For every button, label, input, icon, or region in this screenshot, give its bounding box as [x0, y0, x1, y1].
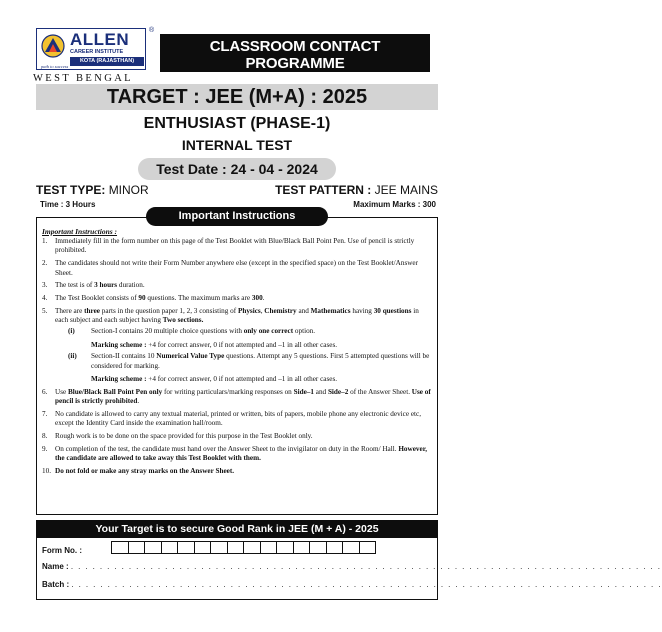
test-date: Test Date : 24 - 04 - 2024 — [138, 158, 336, 180]
form-number-cell[interactable] — [243, 541, 261, 554]
logo-city: KOTA (RAJASTHAN) — [70, 57, 144, 66]
programme-title: CLASSROOM CONTACT PROGRAMME — [209, 38, 381, 72]
course-title: ENTHUSIAST (PHASE-1) — [143, 115, 331, 132]
name-field[interactable] — [42, 562, 662, 571]
logo-tagline: path to success — [41, 64, 69, 69]
form-number-cell[interactable] — [177, 541, 195, 554]
goal-banner: Your Target is to secure Good Rank in JEE (M + A) - 2025 — [36, 520, 438, 538]
form-number-cell[interactable] — [342, 541, 360, 554]
region-label: WEST BENGAL — [33, 73, 133, 84]
target-title: TARGET : JEE (M+A) : 2025 — [36, 84, 438, 110]
marking-scheme: Marking scheme : +4 for correct answer, 0 if not attempted and –1 in all other cases. — [91, 340, 338, 349]
name-dots: . . . . . . . . . . . . . . . . . . . . . . . . . . . . . . . . . . . . . . . . . . . . . . . . . . . . . . . . . . . . . . . . . . . . . . . . . . . . . . . . . . — [70, 562, 662, 571]
marking-scheme: Marking scheme : +4 for correct answer, 0 if not attempted and –1 in all other cases. — [91, 375, 338, 384]
test-type — [36, 183, 149, 197]
form-number-cell[interactable] — [260, 541, 278, 554]
programme-banner — [160, 34, 430, 82]
form-number-cell[interactable] — [111, 541, 129, 554]
instruction-item: 7. No candidate is allowed to carry any textual material, printed or written, bits of papers, mobile phone any electronic device etc, except the Identity Card inside the examination hall/room. — [42, 409, 422, 428]
maximum-marks: Maximum Marks : 300 — [353, 200, 436, 209]
form-number-cell[interactable] — [128, 541, 146, 554]
logo-brand: ALLEN — [70, 30, 130, 49]
form-number-cell[interactable] — [161, 541, 179, 554]
section-item: (i) Section-I contains 20 multiple choice questions with only one correct option. — [68, 327, 316, 336]
test-pattern-value: JEE MAINS — [374, 183, 438, 197]
form-number-cell[interactable] — [276, 541, 294, 554]
form-number-cell[interactable] — [293, 541, 311, 554]
instruction-item: 8. Rough work is to be done on the space provided for this purpose in the Test Booklet only. — [42, 431, 313, 440]
form-number-label: Form No. : — [42, 546, 82, 555]
form-number-cell[interactable] — [144, 541, 162, 554]
allen-logo — [36, 28, 146, 70]
academic-session: (Academic Session : 2024 - 2025) — [239, 73, 351, 82]
instruction-item: 2. The candidates should not write their Form Number anywhere else (except in the specified space) on the Test Booklet/Answer Sheet. — [42, 259, 419, 277]
form-number-cell[interactable] — [194, 541, 212, 554]
instruction-item: 10. Do not fold or make any stray marks on the Answer Sheet. — [42, 466, 235, 475]
section-item: (ii) Section-II contains 10 Numerical Value Type questions. Attempt any 5 questions. First 5 attempted questions will be considered for marking. — [68, 352, 430, 370]
instruction-item: 5. There are three parts in the question paper 1, 2, 3 consisting of Physics, Chemistry and Mathematics having 30 questions in each subject and each subject having Two sections. (i) Section-I contains 20 multiple choice questions with only one correct option. Marking scheme : +4 for correct answer, 0 if not attempted and –1 in all other cases. (ii) Section-II contains 10 Numerical Value Type questions. Attempt any 5 questions. First 5 attempted questions will be considered for marking. Marking scheme : +4 for correct answer, 0 if not attempted and –1 in all other cases. — [42, 307, 432, 385]
test-kind: INTERNAL TEST — [181, 137, 293, 153]
form-number-field[interactable] — [111, 541, 375, 554]
instructions-intro: Important Instructions : — [42, 227, 118, 236]
test-type-value: MINOR — [108, 183, 149, 197]
instructions-heading: Important Instructions — [146, 207, 328, 226]
form-number-cell[interactable] — [359, 541, 377, 554]
instructions-list — [42, 237, 432, 480]
test-type-label: TEST TYPE: — [36, 183, 106, 197]
registered-mark: ® — [149, 27, 155, 34]
batch-field[interactable] — [42, 580, 662, 589]
instruction-item: 9. On completion of the test, the candidate must hand over the Answer Sheet to the invigilator on duty in the Room/ Hall. However, the candidate are allowed to take away this Test Booklet with them. — [42, 444, 428, 463]
name-label: Name : — [42, 562, 69, 571]
logo-institute: CAREER INSTITUTE — [70, 49, 124, 55]
test-duration: Time : 3 Hours — [40, 200, 96, 209]
instruction-item: 4. The Test Booklet consists of 90 questions. The maximum marks are 300. — [42, 293, 265, 302]
instruction-item: 3. The test is of 3 hours duration. — [42, 281, 145, 290]
test-pattern — [275, 183, 438, 197]
form-number-cell[interactable] — [326, 541, 344, 554]
test-pattern-label: TEST PATTERN : — [275, 183, 372, 197]
instruction-item: 6. Use Blue/Black Ball Point Pen only for writing particulars/marking responses on Side–1 and Side–2 of the Answer Sheet. Use of pencil is strictly prohibited. — [42, 387, 431, 406]
batch-label: Batch : — [42, 580, 70, 589]
batch-dots: . . . . . . . . . . . . . . . . . . . . . . . . . . . . . . . . . . . . . . . . . . . . . . . . . . . . . . . . . . . . . . . . . . . . . . . . . . . . . . . . . . — [71, 580, 662, 589]
form-number-cell[interactable] — [309, 541, 327, 554]
form-number-cell[interactable] — [227, 541, 245, 554]
allen-emblem-icon — [40, 32, 66, 66]
instruction-item: 1. Immediately fill in the form number on this page of the Test Booklet with Blue/Black Ball Point Pen. Use of pencil is strictly prohibited. — [42, 237, 415, 255]
form-number-cell[interactable] — [210, 541, 228, 554]
